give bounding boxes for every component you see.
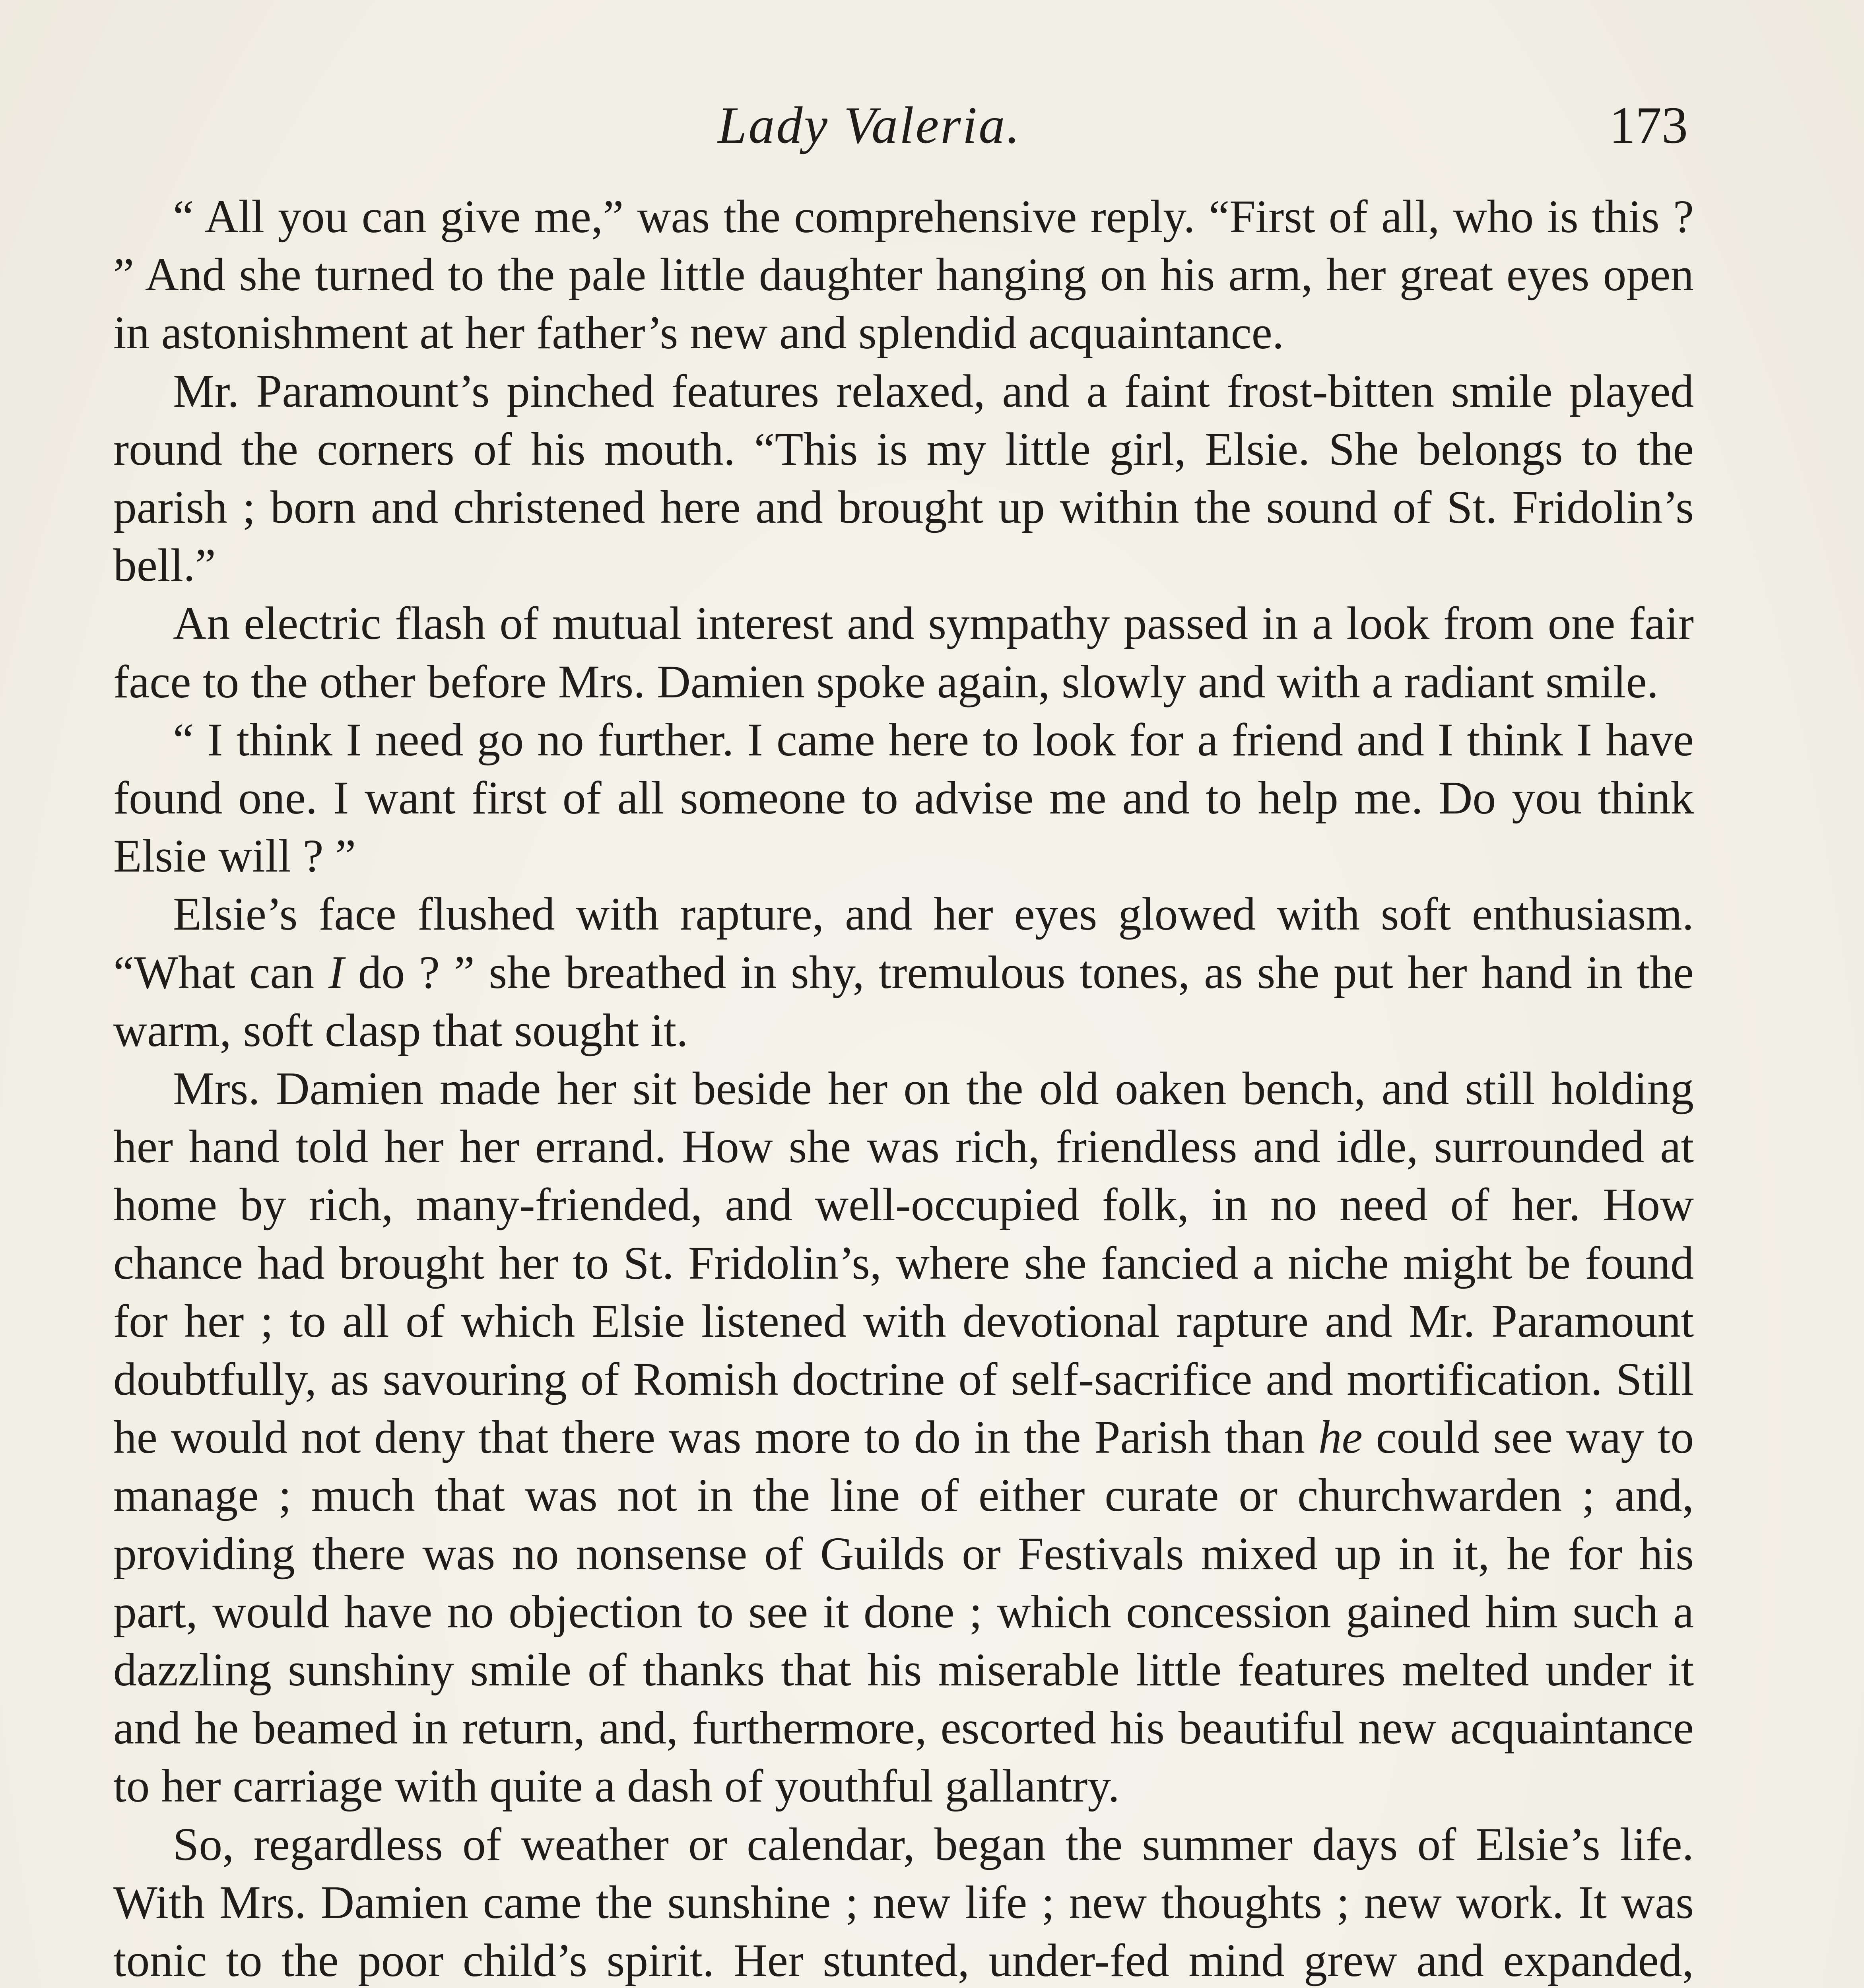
paragraph: Mrs. Damien made her sit beside her on the old oaken bench, and still holding her hand told her her errand. How she was rich, friendless and idle, surrounded at home by rich, many-friended, and well-occupied folk, in no need of her. How chance had brought her to St. Fridolin’s, where she fancied a niche might be found for her ; to all of which Elsie listened with devotional rapture and Mr. Paramount doubtfully, as savouring of Romish doctrine of self-sacrifice and mortification. Still he would not deny that there was more to do in the Parish than he could see way to manage ; much that was not in the line of either curate or churchwarden ; and, providing there was no nonsense of Guilds or Festivals mixed up in it, he for his part, would have no objection to see it done ; which concession gained him such a dazzling sunshiny smile of thanks that his miserable little features melted under it and he beamed in return, and, furthermore, escorted his beautiful new acquaintance to her carriage with quite a dash of youthful gallantry. (113, 1063, 1694, 1812)
paragraph: Elsie’s face flushed with rapture, and her eyes glowed with soft enthusiasm. “What can I do ? ” she breathed in shy, tremulous tones, as she put her hand in the warm, soft clasp that sought it. (113, 888, 1694, 1056)
paragraph: Mr. Paramount’s pinched features relaxed, and a faint frost-bitten smile played round the corners of his mouth. “This is my little girl, Elsie. She belongs to the parish ; born and christened here and brought up within the sound of St. Fridolin’s bell.” (113, 365, 1694, 592)
italic-word: he (1318, 1411, 1363, 1464)
paragraph: “ All you can give me,” was the comprehensive reply. “First of all, who is this ? ” And she turned to the pale little daughter hanging on his arm, her great eyes open in astonishment at her father’s new and splendid acquaintance. (113, 191, 1694, 359)
paragraph: An electric flash of mutual interest and sympathy passed in a look from one fair face to the other before Mrs. Damien spoke again, slowly and with a radiant smile. (113, 598, 1694, 708)
paragraph: So, regardless of weather or calendar, began the summer days of Elsie’s life. With Mrs. Damien came the sunshine ; new life ; new thoughts ; new work. It was tonic to the poor child’s spirit. Her stunted, under-fed mind grew and expanded, (113, 1818, 1694, 1987)
italic-word: I (328, 946, 344, 998)
paragraph: “ I think I need go no further. I came here to look for a friend and I think I have found one. I want first of all someone to advise me and to help me. Do you think Elsie will ? ” (113, 714, 1694, 882)
body-text (113, 188, 1694, 1988)
chapter-title: Lady Valeria. (718, 96, 1021, 154)
page-number: 173 (1609, 96, 1688, 154)
running-head (113, 87, 1688, 163)
